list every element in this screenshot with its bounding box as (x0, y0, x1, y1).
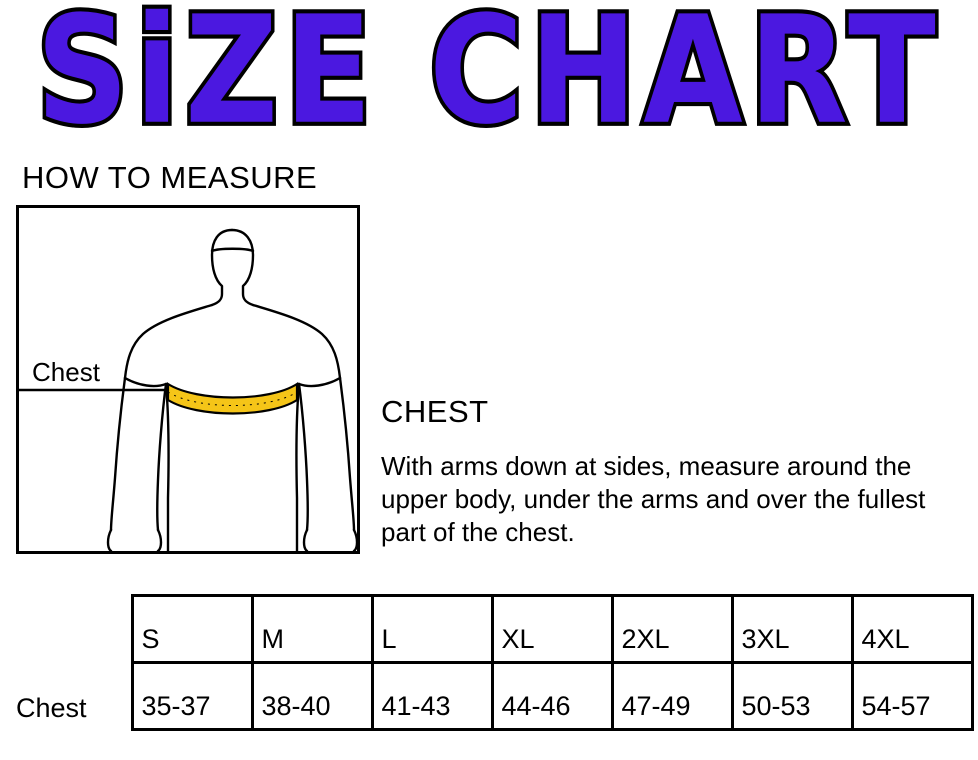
table-cell: 35-37 (132, 663, 252, 730)
table-cell: 47-49 (612, 663, 732, 730)
table-cell: 41-43 (372, 663, 492, 730)
page-title (0, 0, 978, 158)
table-col-header: S (132, 596, 252, 663)
table-col-header: 3XL (732, 596, 852, 663)
table-col-header: 4XL (852, 596, 972, 663)
table-row (8, 663, 972, 730)
table-row-label: Chest (8, 663, 132, 730)
table-col-header: L (372, 596, 492, 663)
table-cell: 54-57 (852, 663, 972, 730)
page-title-text: SiZE CHART (36, 0, 942, 158)
how-to-measure-heading: HOW TO MEASURE (22, 160, 318, 195)
size-table (8, 594, 974, 731)
table-col-header: M (252, 596, 372, 663)
description-body: With arms down at sides, measure around the upper body, under the arms and over the fullest part of the chest. (381, 451, 926, 547)
table-cell: 44-46 (492, 663, 612, 730)
description-heading: CHEST (381, 394, 489, 429)
table-col-header: 2XL (612, 596, 732, 663)
chest-measure-label: Chest (32, 357, 100, 387)
table-cell: 50-53 (732, 663, 852, 730)
table-corner-cell (8, 596, 132, 663)
table-cell: 38-40 (252, 663, 372, 730)
size-table-wrap (8, 594, 970, 731)
tape-measure-graphic (168, 384, 297, 414)
table-col-header: XL (492, 596, 612, 663)
table-header-row (8, 596, 972, 663)
